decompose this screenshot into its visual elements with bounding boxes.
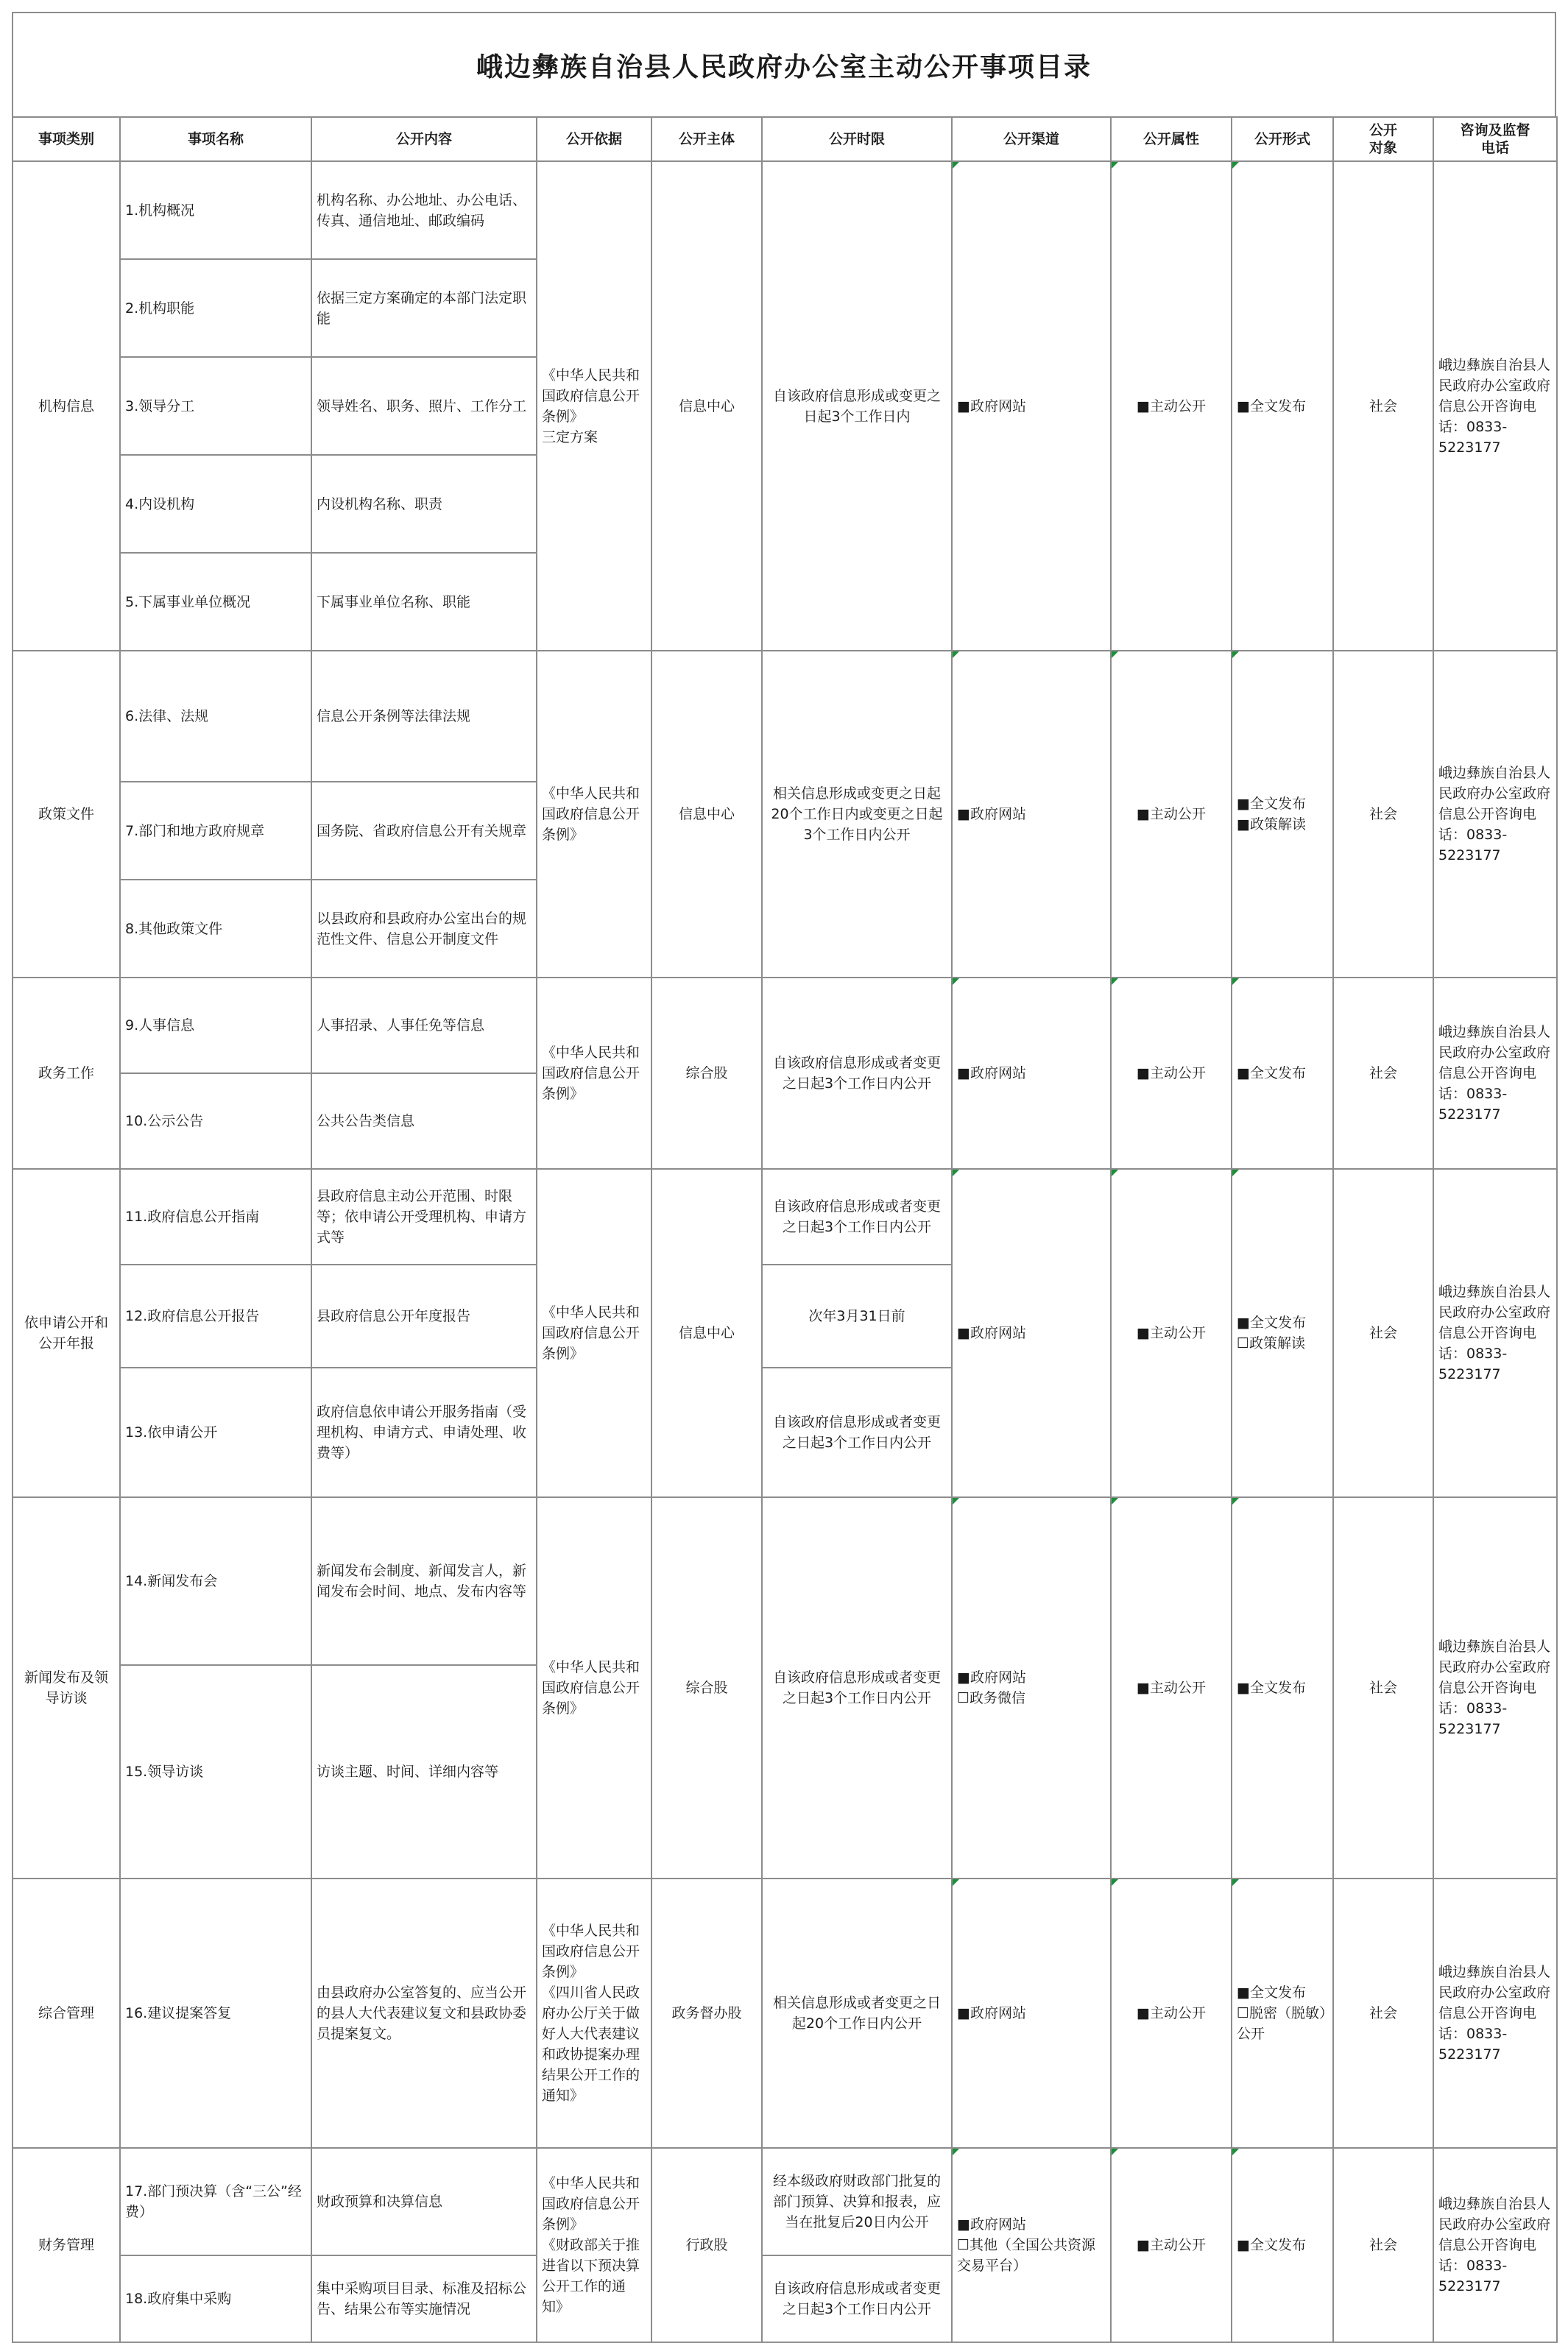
content-cell: 信息公开条例等法律法规 bbox=[311, 651, 537, 782]
time-limit-cell: 相关信息形成或者变更之日起20个工作日内公开 bbox=[762, 1879, 952, 2148]
item-name-cell: 3.领导分工 bbox=[120, 357, 311, 455]
item-name-cell: 5.下属事业单位概况 bbox=[120, 553, 311, 651]
item-name-cell: 1.机构概况 bbox=[120, 161, 311, 259]
time-limit-cell: 自该政府信息形成或者变更之日起3个工作日内公开 bbox=[762, 2255, 952, 2342]
content-cell: 集中采购项目目录、标准及招标公告、结果公布等实施情况 bbox=[311, 2255, 537, 2342]
header-cell-form: 公开形式 bbox=[1232, 117, 1333, 161]
category-cell: 财务管理 bbox=[13, 2148, 120, 2342]
basis-cell: 《中华人民共和国政府信息公开条例》 《四川省人民政府办公厅关于做好人大代表建议和政协提案办理结果公开工作的通知》 bbox=[537, 1879, 651, 2148]
form-cell: ■全文发布 bbox=[1232, 978, 1333, 1169]
subject-cell: 信息中心 bbox=[651, 1169, 762, 1497]
phone-cell: 峨边彝族自治县人民政府办公室政府信息公开咨询电话：0833-5223177 bbox=[1433, 2148, 1557, 2342]
table-row bbox=[13, 2148, 1557, 2255]
basis-cell: 《中华人民共和国政府信息公开条例》 三定方案 bbox=[537, 161, 651, 651]
channel-cell: ■政府网站 bbox=[952, 1879, 1111, 2148]
attribute-cell: ■主动公开 bbox=[1111, 1497, 1232, 1879]
item-name-cell: 8.其他政策文件 bbox=[120, 880, 311, 978]
item-name-cell: 18.政府集中采购 bbox=[120, 2255, 311, 2342]
catalog-body bbox=[13, 161, 1557, 2342]
time-limit-cell: 经本级政府财政部门批复的部门预算、决算和报表，应当在批复后20日内公开 bbox=[762, 2148, 952, 2255]
table-row bbox=[13, 1169, 1557, 1265]
form-cell: ■全文发布 bbox=[1232, 161, 1333, 651]
content-cell: 国务院、省政府信息公开有关规章 bbox=[311, 782, 537, 880]
form-cell: ■全文发布 bbox=[1232, 1497, 1333, 1879]
time-limit-cell: 次年3月31日前 bbox=[762, 1265, 952, 1368]
content-cell: 领导姓名、职务、照片、工作分工 bbox=[311, 357, 537, 455]
subject-cell: 政务督办股 bbox=[651, 1879, 762, 2148]
target-cell: 社会 bbox=[1333, 1879, 1433, 2148]
time-limit-cell: 自该政府信息形成或者变更之日起3个工作日内公开 bbox=[762, 1497, 952, 1879]
content-cell: 以县政府和县政府办公室出台的规范性文件、信息公开制度文件 bbox=[311, 880, 537, 978]
phone-cell: 峨边彝族自治县人民政府办公室政府信息公开咨询电话：0833-5223177 bbox=[1433, 1497, 1557, 1879]
target-cell: 社会 bbox=[1333, 2148, 1433, 2342]
phone-cell: 峨边彝族自治县人民政府办公室政府信息公开咨询电话：0833-5223177 bbox=[1433, 1879, 1557, 2148]
table-row bbox=[13, 1879, 1557, 2148]
time-limit-cell: 相关信息形成或变更之日起20个工作日内或变更之日起3个工作日内公开 bbox=[762, 651, 952, 978]
subject-cell: 行政股 bbox=[651, 2148, 762, 2342]
phone-cell: 峨边彝族自治县人民政府办公室政府信息公开咨询电话：0833-5223177 bbox=[1433, 651, 1557, 978]
content-cell: 财政预算和决算信息 bbox=[311, 2148, 537, 2255]
subject-cell: 信息中心 bbox=[651, 161, 762, 651]
item-name-cell: 4.内设机构 bbox=[120, 455, 311, 553]
item-name-cell: 6.法律、法规 bbox=[120, 651, 311, 782]
table-row bbox=[13, 651, 1557, 782]
category-cell: 新闻发布及领导访谈 bbox=[13, 1497, 120, 1879]
header-cell-item-name: 事项名称 bbox=[120, 117, 311, 161]
basis-cell: 《中华人民共和国政府信息公开条例》 《财政部关于推进省以下预决算公开工作的通知》 bbox=[537, 2148, 651, 2342]
form-cell: ■全文发布 ☐脱密（脱敏）公开 bbox=[1232, 1879, 1333, 2148]
header-cell-category: 事项类别 bbox=[13, 117, 120, 161]
target-cell: 社会 bbox=[1333, 1497, 1433, 1879]
catalog-table bbox=[12, 116, 1558, 2343]
attribute-cell: ■主动公开 bbox=[1111, 2148, 1232, 2342]
channel-cell: ■政府网站 bbox=[952, 1169, 1111, 1497]
channel-cell: ■政府网站 bbox=[952, 978, 1111, 1169]
phone-cell: 峨边彝族自治县人民政府办公室政府信息公开咨询电话：0833-5223177 bbox=[1433, 978, 1557, 1169]
phone-cell: 峨边彝族自治县人民政府办公室政府信息公开咨询电话：0833-5223177 bbox=[1433, 1169, 1557, 1497]
content-cell: 访谈主题、时间、详细内容等 bbox=[311, 1665, 537, 1879]
content-cell: 县政府信息公开年度报告 bbox=[311, 1265, 537, 1368]
category-cell: 机构信息 bbox=[13, 161, 120, 651]
header-cell-time-limit: 公开时限 bbox=[762, 117, 952, 161]
header-row bbox=[13, 117, 1557, 161]
content-cell: 机构名称、办公地址、办公电话、传真、通信地址、邮政编码 bbox=[311, 161, 537, 259]
page-title: 峨边彝族自治县人民政府办公室主动公开事项目录 bbox=[476, 52, 1092, 82]
attribute-cell: ■主动公开 bbox=[1111, 1169, 1232, 1497]
time-limit-cell: 自该政府信息形成或者变更之日起3个工作日内公开 bbox=[762, 1368, 952, 1497]
item-name-cell: 9.人事信息 bbox=[120, 978, 311, 1073]
attribute-cell: ■主动公开 bbox=[1111, 161, 1232, 651]
channel-cell: ■政府网站 bbox=[952, 651, 1111, 978]
form-cell: ■全文发布 bbox=[1232, 2148, 1333, 2342]
time-limit-cell: 自该政府信息形成或者变更之日起3个工作日内公开 bbox=[762, 978, 952, 1169]
item-name-cell: 14.新闻发布会 bbox=[120, 1497, 311, 1665]
item-name-cell: 12.政府信息公开报告 bbox=[120, 1265, 311, 1368]
item-name-cell: 16.建议提案答复 bbox=[120, 1879, 311, 2148]
header-cell-basis: 公开依据 bbox=[537, 117, 651, 161]
target-cell: 社会 bbox=[1333, 651, 1433, 978]
item-name-cell: 15.领导访谈 bbox=[120, 1665, 311, 1879]
content-cell: 由县政府办公室答复的、应当公开的县人大代表建议复文和县政协委员提案复文。 bbox=[311, 1879, 537, 2148]
content-cell: 人事招录、人事任免等信息 bbox=[311, 978, 537, 1073]
target-cell: 社会 bbox=[1333, 1169, 1433, 1497]
channel-cell: ■政府网站 ☐政务微信 bbox=[952, 1497, 1111, 1879]
content-cell: 内设机构名称、职责 bbox=[311, 455, 537, 553]
header-cell-attribute: 公开属性 bbox=[1111, 117, 1232, 161]
header-cell-target: 公开 对象 bbox=[1333, 117, 1433, 161]
attribute-cell: ■主动公开 bbox=[1111, 1879, 1232, 2148]
category-cell: 政策文件 bbox=[13, 651, 120, 978]
header-cell-phone: 咨询及监督 电话 bbox=[1433, 117, 1557, 161]
subject-cell: 综合股 bbox=[651, 978, 762, 1169]
header-cell-channel: 公开渠道 bbox=[952, 117, 1111, 161]
table-row bbox=[13, 978, 1557, 1073]
target-cell: 社会 bbox=[1333, 978, 1433, 1169]
content-cell: 依据三定方案确定的本部门法定职能 bbox=[311, 259, 537, 357]
basis-cell: 《中华人民共和国政府信息公开条例》 bbox=[537, 1169, 651, 1497]
catalog-sheet bbox=[12, 12, 1556, 2343]
item-name-cell: 17.部门预决算（含“三公”经费） bbox=[120, 2148, 311, 2255]
subject-cell: 综合股 bbox=[651, 1497, 762, 1879]
content-cell: 县政府信息主动公开范围、时限等；依申请公开受理机构、申请方式等 bbox=[311, 1169, 537, 1265]
item-name-cell: 2.机构职能 bbox=[120, 259, 311, 357]
target-cell: 社会 bbox=[1333, 161, 1433, 651]
item-name-cell: 11.政府信息公开指南 bbox=[120, 1169, 311, 1265]
form-cell: ■全文发布 ☐政策解读 bbox=[1232, 1169, 1333, 1497]
category-cell: 依申请公开和公开年报 bbox=[13, 1169, 120, 1497]
time-limit-cell: 自该政府信息形成或者变更之日起3个工作日内公开 bbox=[762, 1169, 952, 1265]
content-cell: 新闻发布会制度、新闻发言人，新闻发布会时间、地点、发布内容等 bbox=[311, 1497, 537, 1665]
content-cell: 下属事业单位名称、职能 bbox=[311, 553, 537, 651]
category-cell: 政务工作 bbox=[13, 978, 120, 1169]
attribute-cell: ■主动公开 bbox=[1111, 978, 1232, 1169]
phone-cell: 峨边彝族自治县人民政府办公室政府信息公开咨询电话：0833-5223177 bbox=[1433, 161, 1557, 651]
channel-cell: ■政府网站 ☐其他（全国公共资源交易平台） bbox=[952, 2148, 1111, 2342]
header-cell-subject: 公开主体 bbox=[651, 117, 762, 161]
basis-cell: 《中华人民共和国政府信息公开条例》 bbox=[537, 651, 651, 978]
item-name-cell: 10.公示公告 bbox=[120, 1073, 311, 1169]
channel-cell: ■政府网站 bbox=[952, 161, 1111, 651]
table-row bbox=[13, 1497, 1557, 1665]
time-limit-cell: 自该政府信息形成或变更之日起3个工作日内 bbox=[762, 161, 952, 651]
attribute-cell: ■主动公开 bbox=[1111, 651, 1232, 978]
content-cell: 政府信息依申请公开服务指南（受理机构、申请方式、申请处理、收费等） bbox=[311, 1368, 537, 1497]
content-cell: 公共公告类信息 bbox=[311, 1073, 537, 1169]
title-banner bbox=[12, 12, 1556, 116]
subject-cell: 信息中心 bbox=[651, 651, 762, 978]
category-cell: 综合管理 bbox=[13, 1879, 120, 2148]
basis-cell: 《中华人民共和国政府信息公开条例》 bbox=[537, 1497, 651, 1879]
item-name-cell: 13.依申请公开 bbox=[120, 1368, 311, 1497]
table-row bbox=[13, 161, 1557, 259]
item-name-cell: 7.部门和地方政府规章 bbox=[120, 782, 311, 880]
header-cell-content: 公开内容 bbox=[311, 117, 537, 161]
form-cell: ■全文发布 ■政策解读 bbox=[1232, 651, 1333, 978]
basis-cell: 《中华人民共和国政府信息公开条例》 bbox=[537, 978, 651, 1169]
